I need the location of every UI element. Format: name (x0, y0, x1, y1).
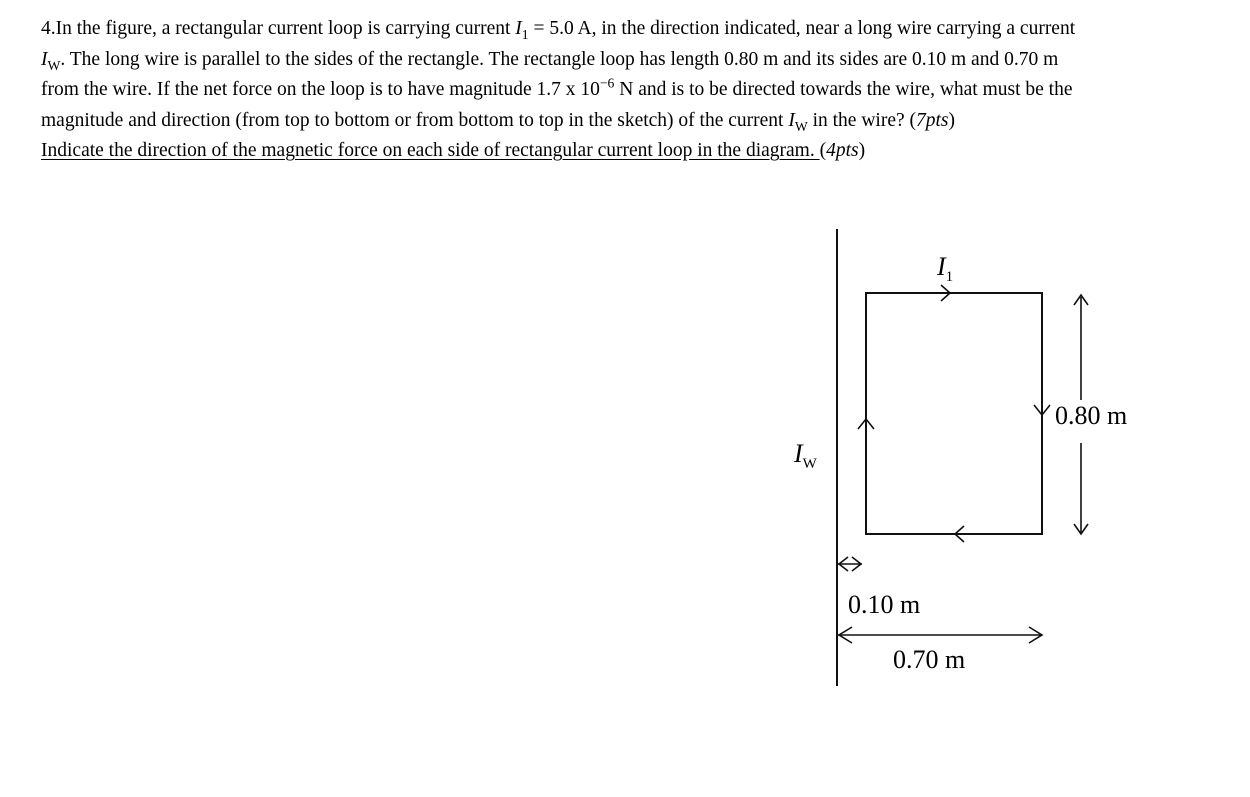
problem-line-3: from the wire. If the net force on the loop is to have magnitude 1.7 x $10^{-6}$ N and is to be directed towards the wire, what must be the (41, 75, 1073, 100)
instruction-underlined: Indicate the direction of the magnetic force on each side of rectangular current loop in the diagram. (41, 140, 820, 161)
problem-line-2: $I_W$. The long wire is parallel to the sides of the rectangle. The rectangle loop has length 0.80 m and its sides are 0.10 m and 0.70 m (41, 48, 1059, 73)
problem-line-4: magnitude and direction (from top to bottom or from bottom to top in the sketch) of the current $I_W$ in the wire? (7pts) (41, 109, 956, 134)
points-label: 7pts (916, 109, 949, 131)
points-label: 4pts (826, 140, 859, 161)
loop-current-label: $I_1$ (937, 252, 954, 285)
current-loop (866, 293, 1042, 534)
exponent: −6 (599, 75, 615, 91)
far-distance-label: 0.70 m (893, 645, 966, 674)
length-label: 0.80 m (1055, 401, 1128, 430)
wire-current-label: $I_W$ (794, 439, 817, 472)
problem-line-1: 4.In the figure, a rectangular current loop is carrying current $I_1 = 5.0$ A, in the direction indicated, near a long wire carrying a current (41, 18, 1076, 42)
near-distance-label: 0.10 m (848, 590, 921, 619)
problem-line-5: Indicate the direction of the magnetic force on each side of rectangular current loop in the diagram. (4pts) (41, 140, 866, 161)
problem-number: 4. (41, 18, 56, 39)
